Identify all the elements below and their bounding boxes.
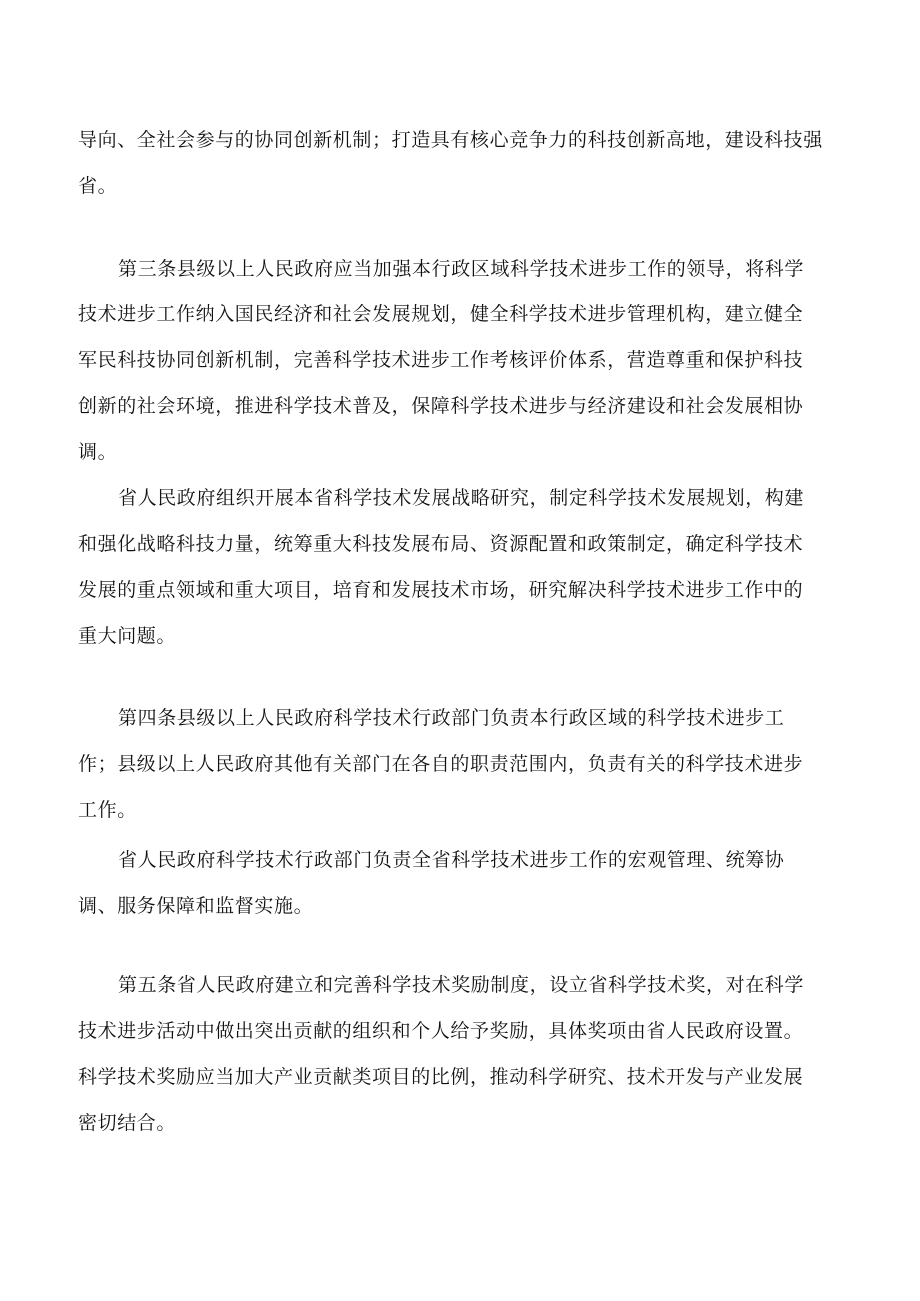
paragraph-2-line-1: 第三条县级以上人民政府应当加强本行政区域科学技术进步工作的领导，将科学 xyxy=(118,258,805,280)
paragraph-6-line-3: 科学技术奖励应当加大产业贡献类项目的比例，推动科学研究、技术开发与产业发展 xyxy=(78,1066,804,1088)
paragraph-2-line-4: 创新的社会环境，推进科学技术普及，保障科学技术进步与经济建设和社会发展相协 xyxy=(78,395,804,417)
paragraph-4-line-3: 工作。 xyxy=(78,799,137,821)
paragraph-4-line-1: 第四条县级以上人民政府科学技术行政部门负责本行政区域的科学技术进步工 xyxy=(118,707,785,729)
paragraph-2-line-2: 技术进步工作纳入国民经济和社会发展规划，健全科学技术进步管理机构，建立健全 xyxy=(78,303,804,325)
paragraph-3-line-1: 省人民政府组织开展本省科学技术发展战略研究，制定科学技术发展规划，构建 xyxy=(118,487,805,509)
paragraph-2-line-3: 军民科技协同创新机制，完善科学技术进步工作考核评价体系，营造尊重和保护科技 xyxy=(78,349,804,371)
paragraph-3-line-3: 发展的重点领域和重大项目，培育和发展技术市场，研究解决科学技术进步工作中的 xyxy=(78,579,804,601)
paragraph-3-line-4: 重大问题。 xyxy=(78,625,177,647)
paragraph-5-line-1: 省人民政府科学技术行政部门负责全省科学技术进步工作的宏观管理、统筹协 xyxy=(118,849,785,871)
paragraph-6-line-2: 技术进步活动中做出突出贡献的组织和个人给予奖励，具体奖项由省人民政府设置。 xyxy=(78,1020,804,1042)
paragraph-1-line-1: 导向、全社会参与的协同创新机制；打造具有核心竞争力的科技创新高地，建设科技强 xyxy=(78,129,823,151)
paragraph-6-line-1: 第五条省人民政府建立和完善科学技术奖励制度，设立省科学技术奖，对在科学 xyxy=(118,974,805,996)
paragraph-5-line-2: 调、服务保障和监督实施。 xyxy=(78,895,314,917)
paragraph-1-line-2: 省。 xyxy=(78,175,118,197)
paragraph-4-line-2: 作；县级以上人民政府其他有关部门在各自的职责范围内，负责有关的科学技术进步 xyxy=(78,753,804,775)
paragraph-6-line-4: 密切结合。 xyxy=(78,1112,177,1134)
paragraph-2-line-5: 调。 xyxy=(78,441,118,463)
paragraph-3-line-2: 和强化战略科技力量，统筹重大科技发展布局、资源配置和政策制定，确定科学技术 xyxy=(78,533,804,555)
